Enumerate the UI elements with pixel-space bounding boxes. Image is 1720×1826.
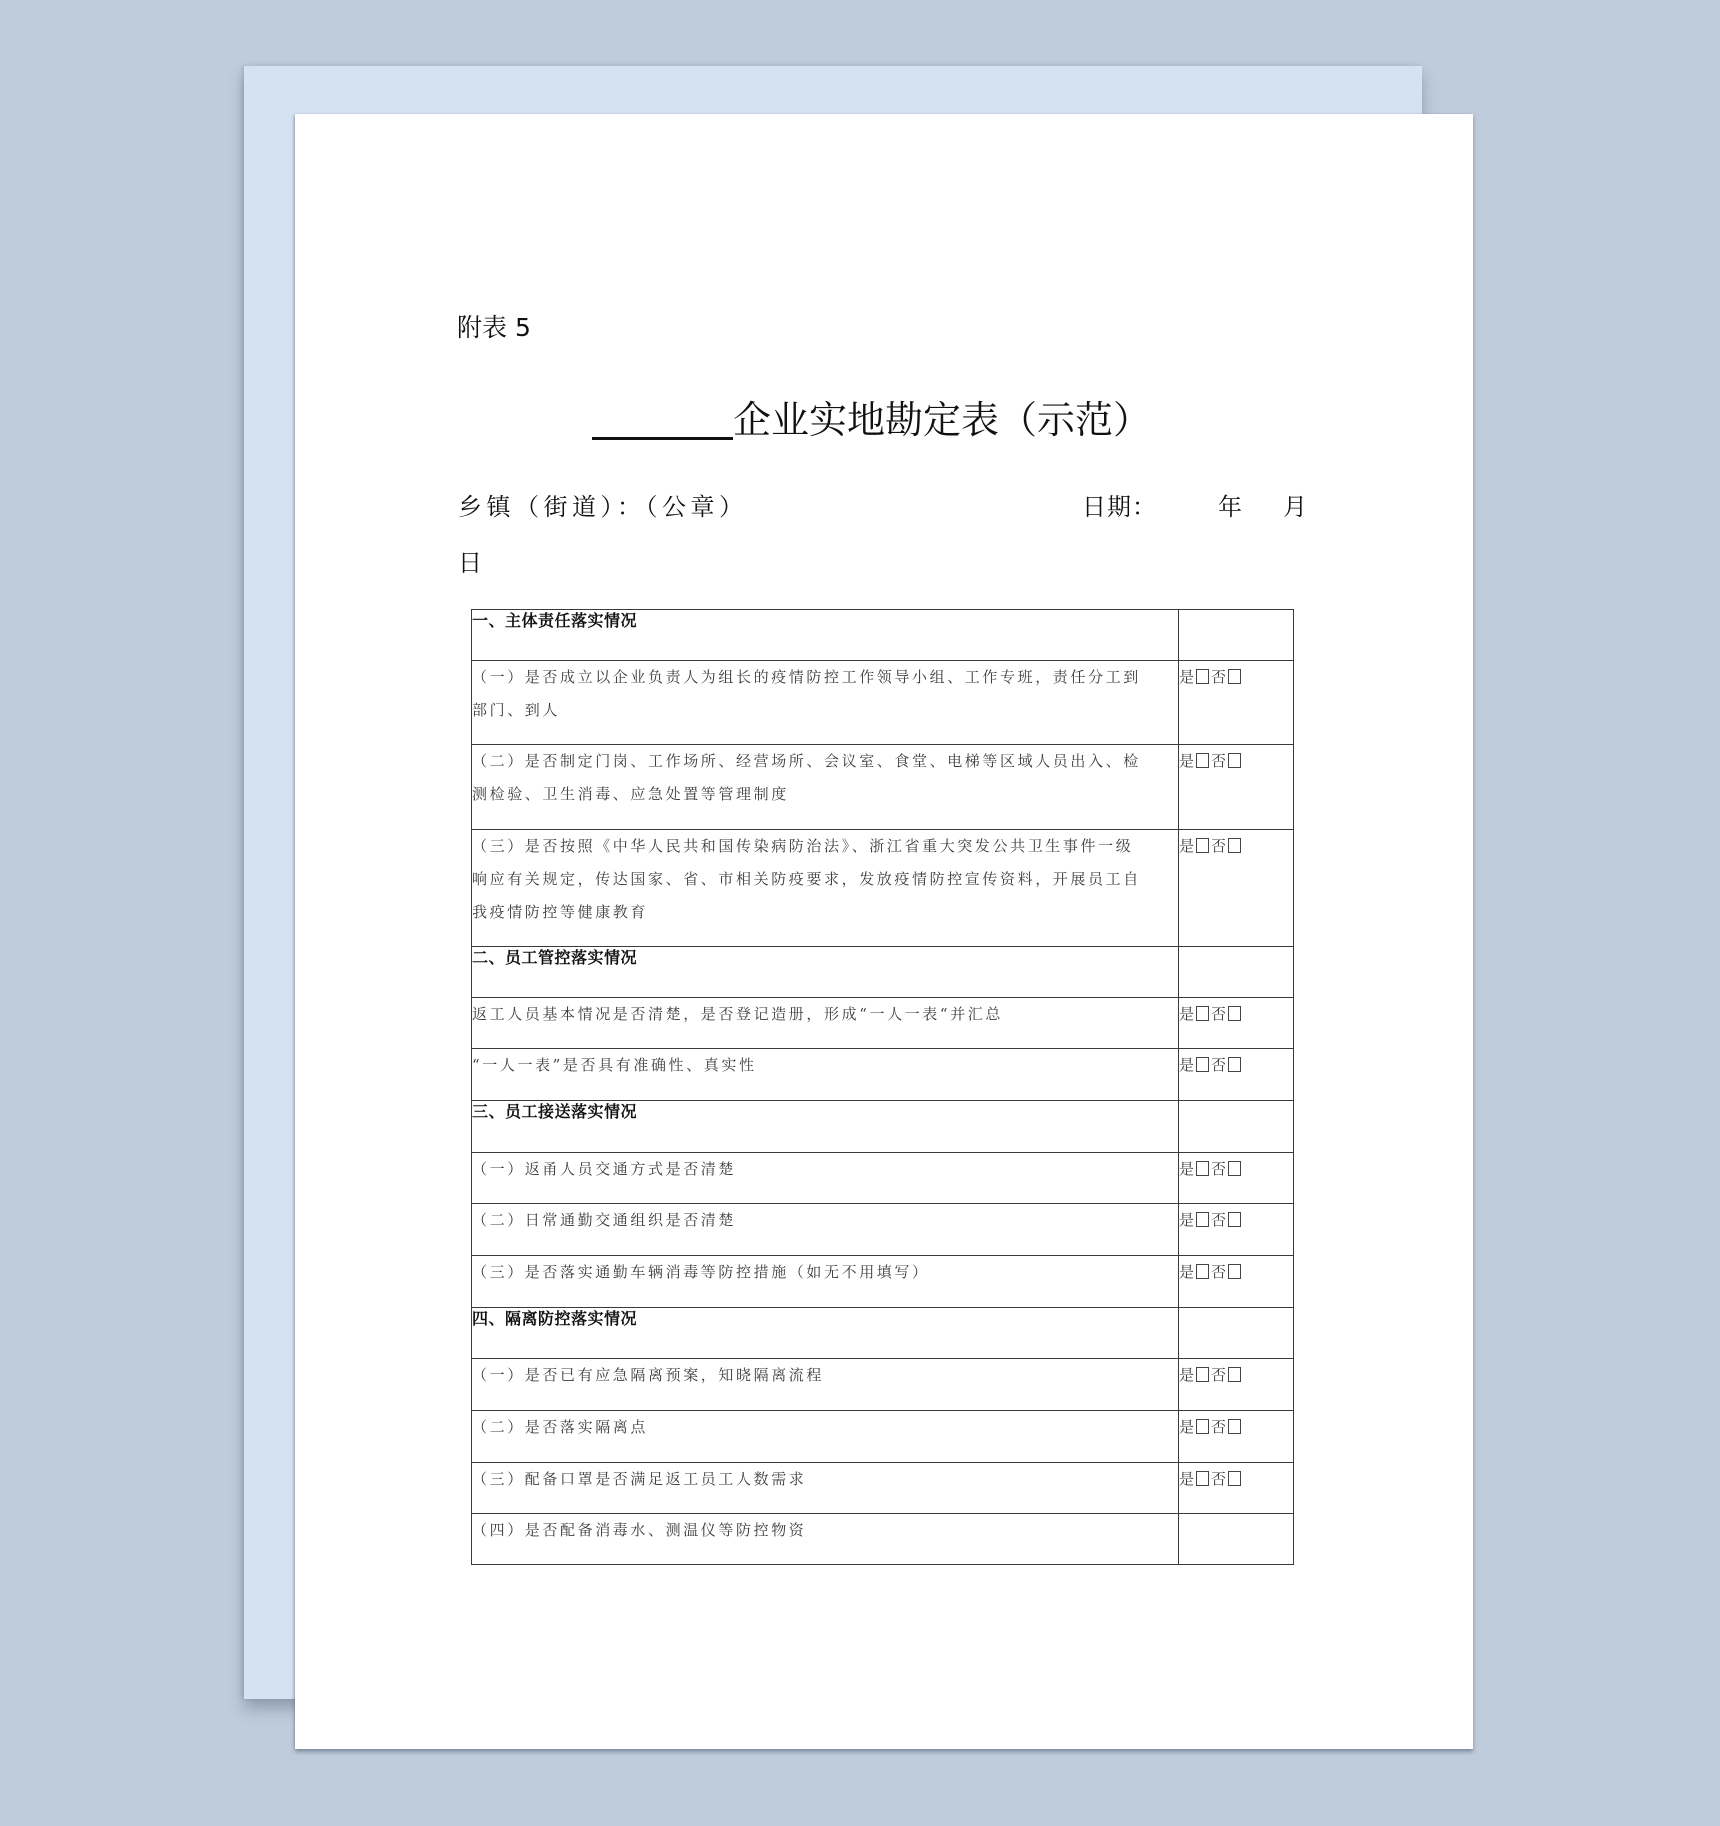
section-title-cell — [472, 947, 1179, 998]
yes-label: 是 — [1179, 1263, 1195, 1281]
town-street-seal-label: 乡镇（街道）：（公章） — [458, 493, 748, 521]
description-line: 我疫情防控等健康教育 — [472, 903, 649, 921]
no-label: 否 — [1211, 752, 1227, 770]
yes-label: 是 — [1179, 1005, 1195, 1023]
check-cell[interactable] — [1179, 1204, 1294, 1256]
check-cell[interactable] — [1179, 1153, 1294, 1204]
description-line: （二）日常通勤交通组织是否清楚 — [472, 1211, 737, 1229]
date-label: 日期： — [1082, 493, 1157, 521]
table-row — [472, 1359, 1294, 1411]
no-label: 否 — [1211, 837, 1227, 855]
check-cell[interactable] — [1179, 830, 1294, 947]
description-line: （三）是否落实通勤车辆消毒等防控措施（如无不用填写） — [472, 1263, 930, 1281]
check-cell[interactable] — [1179, 998, 1294, 1049]
description-line: （一）是否成立以企业负责人为组长的疫情防控工作领导小组、工作专班，责任分工到 — [472, 668, 1141, 686]
yes-label: 是 — [1179, 1160, 1195, 1178]
check-cell[interactable] — [1179, 1463, 1294, 1514]
no-checkbox[interactable] — [1228, 1419, 1241, 1434]
check-cell[interactable] — [1179, 745, 1294, 830]
item-description-cell — [472, 1359, 1179, 1411]
yes-label: 是 — [1179, 1418, 1195, 1436]
table-row — [472, 998, 1294, 1049]
check-cell[interactable] — [1179, 1411, 1294, 1463]
no-checkbox[interactable] — [1228, 753, 1241, 768]
item-description-cell — [472, 1514, 1179, 1565]
yes-label: 是 — [1179, 1056, 1195, 1074]
table-row — [472, 1256, 1294, 1308]
table-row — [472, 1514, 1294, 1565]
section-header-row — [472, 1101, 1294, 1153]
description-line: 四、隔离防控落实情况 — [472, 1309, 638, 1328]
yes-checkbox[interactable] — [1196, 1006, 1209, 1021]
no-label: 否 — [1211, 1418, 1227, 1436]
no-checkbox[interactable] — [1228, 1161, 1241, 1176]
item-description-cell — [472, 1204, 1179, 1256]
table-row — [472, 745, 1294, 830]
description-line: 返工人员基本情况是否清楚，是否登记造册，形成“一人一表“并汇总 — [472, 1005, 1003, 1023]
section-header-row — [472, 947, 1294, 998]
item-description-cell — [472, 745, 1179, 830]
description-line: 部门、到人 — [472, 701, 561, 719]
no-checkbox[interactable] — [1228, 669, 1241, 684]
yes-label: 是 — [1179, 668, 1195, 686]
yes-checkbox[interactable] — [1196, 1057, 1209, 1072]
no-checkbox[interactable] — [1228, 1367, 1241, 1382]
yes-label: 是 — [1179, 1470, 1195, 1488]
item-description-cell — [472, 1463, 1179, 1514]
item-description-cell — [472, 830, 1179, 947]
no-label: 否 — [1211, 1056, 1227, 1074]
page-title — [592, 393, 1151, 446]
description-line: 二、员工管控落实情况 — [472, 948, 638, 967]
no-label: 否 — [1211, 1005, 1227, 1023]
annex-label: 附表 5 — [457, 313, 531, 342]
description-line: （三）配备口罩是否满足返工员工人数需求 — [472, 1470, 807, 1488]
no-label: 否 — [1211, 668, 1227, 686]
check-cell[interactable] — [1179, 661, 1294, 745]
yes-label: 是 — [1179, 752, 1195, 770]
item-description-cell — [472, 1411, 1179, 1463]
yes-checkbox[interactable] — [1196, 1471, 1209, 1486]
day-label: 日 — [458, 549, 482, 577]
section-header-row — [472, 1308, 1294, 1359]
no-checkbox[interactable] — [1228, 1471, 1241, 1486]
no-label: 否 — [1211, 1211, 1227, 1229]
no-label: 否 — [1211, 1263, 1227, 1281]
no-checkbox[interactable] — [1228, 1057, 1241, 1072]
item-description-cell — [472, 1256, 1179, 1308]
check-cell[interactable] — [1179, 1359, 1294, 1411]
inspection-table-body — [472, 610, 1294, 1565]
yes-checkbox[interactable] — [1196, 669, 1209, 684]
yes-checkbox[interactable] — [1196, 1212, 1209, 1227]
table-row — [472, 661, 1294, 745]
no-checkbox[interactable] — [1228, 1006, 1241, 1021]
no-checkbox[interactable] — [1228, 1264, 1241, 1279]
inspection-table — [471, 609, 1294, 1565]
table-row — [472, 830, 1294, 947]
table-row — [472, 1153, 1294, 1204]
title-text: 企业实地勘定表（示范） — [733, 398, 1152, 442]
description-line: 三、员工接送落实情况 — [472, 1102, 638, 1121]
description-line: （四）是否配备消毒水、测温仪等防控物资 — [472, 1521, 807, 1539]
section-title-cell — [472, 1308, 1179, 1359]
check-cell — [1179, 947, 1294, 998]
section-title-cell — [472, 610, 1179, 661]
year-label: 年 — [1218, 493, 1242, 521]
yes-checkbox[interactable] — [1196, 1264, 1209, 1279]
description-line: （二）是否制定门岗、工作场所、经营场所、会议室、食堂、电梯等区域人员出入、检 — [472, 752, 1141, 770]
check-cell — [1179, 610, 1294, 661]
table-row — [472, 1463, 1294, 1514]
description-line: （一）返甬人员交通方式是否清楚 — [472, 1160, 737, 1178]
table-row — [472, 1204, 1294, 1256]
table-row — [472, 1049, 1294, 1101]
description-line: （一）是否已有应急隔离预案，知晓隔离流程 — [472, 1366, 825, 1384]
item-description-cell — [472, 998, 1179, 1049]
description-line: 响应有关规定，传达国家、省、市相关防疫要求，发放疫情防控宣传资料，开展员工自 — [472, 870, 1141, 888]
description-line: “一人一表”是否具有准确性、真实性 — [472, 1056, 757, 1074]
yes-checkbox[interactable] — [1196, 1367, 1209, 1382]
description-line: （三）是否按照《中华人民共和国传染病防治法》、浙江省重大突发公共卫生事件一级 — [472, 837, 1134, 855]
section-title-cell — [472, 1101, 1179, 1153]
no-checkbox[interactable] — [1228, 838, 1241, 853]
yes-label: 是 — [1179, 1211, 1195, 1229]
item-description-cell — [472, 1049, 1179, 1101]
yes-checkbox[interactable] — [1196, 1161, 1209, 1176]
check-cell — [1179, 1101, 1294, 1153]
no-checkbox[interactable] — [1228, 1212, 1241, 1227]
section-header-row — [472, 610, 1294, 661]
item-description-cell — [472, 661, 1179, 745]
yes-checkbox[interactable] — [1196, 753, 1209, 768]
no-label: 否 — [1211, 1160, 1227, 1178]
check-cell[interactable] — [1179, 1049, 1294, 1101]
check-cell — [1179, 1514, 1294, 1565]
enterprise-name-blank[interactable] — [592, 393, 733, 440]
no-label: 否 — [1211, 1366, 1227, 1384]
description-line: （二）是否落实隔离点 — [472, 1418, 649, 1436]
month-label: 月 — [1283, 493, 1307, 521]
item-description-cell — [472, 1153, 1179, 1204]
description-line: 一、主体责任落实情况 — [472, 611, 638, 630]
yes-checkbox[interactable] — [1196, 838, 1209, 853]
yes-label: 是 — [1179, 837, 1195, 855]
description-line: 测检验、卫生消毒、应急处置等管理制度 — [472, 785, 789, 803]
no-label: 否 — [1211, 1470, 1227, 1488]
yes-checkbox[interactable] — [1196, 1419, 1209, 1434]
table-row — [472, 1411, 1294, 1463]
yes-label: 是 — [1179, 1366, 1195, 1384]
check-cell — [1179, 1308, 1294, 1359]
check-cell[interactable] — [1179, 1256, 1294, 1308]
